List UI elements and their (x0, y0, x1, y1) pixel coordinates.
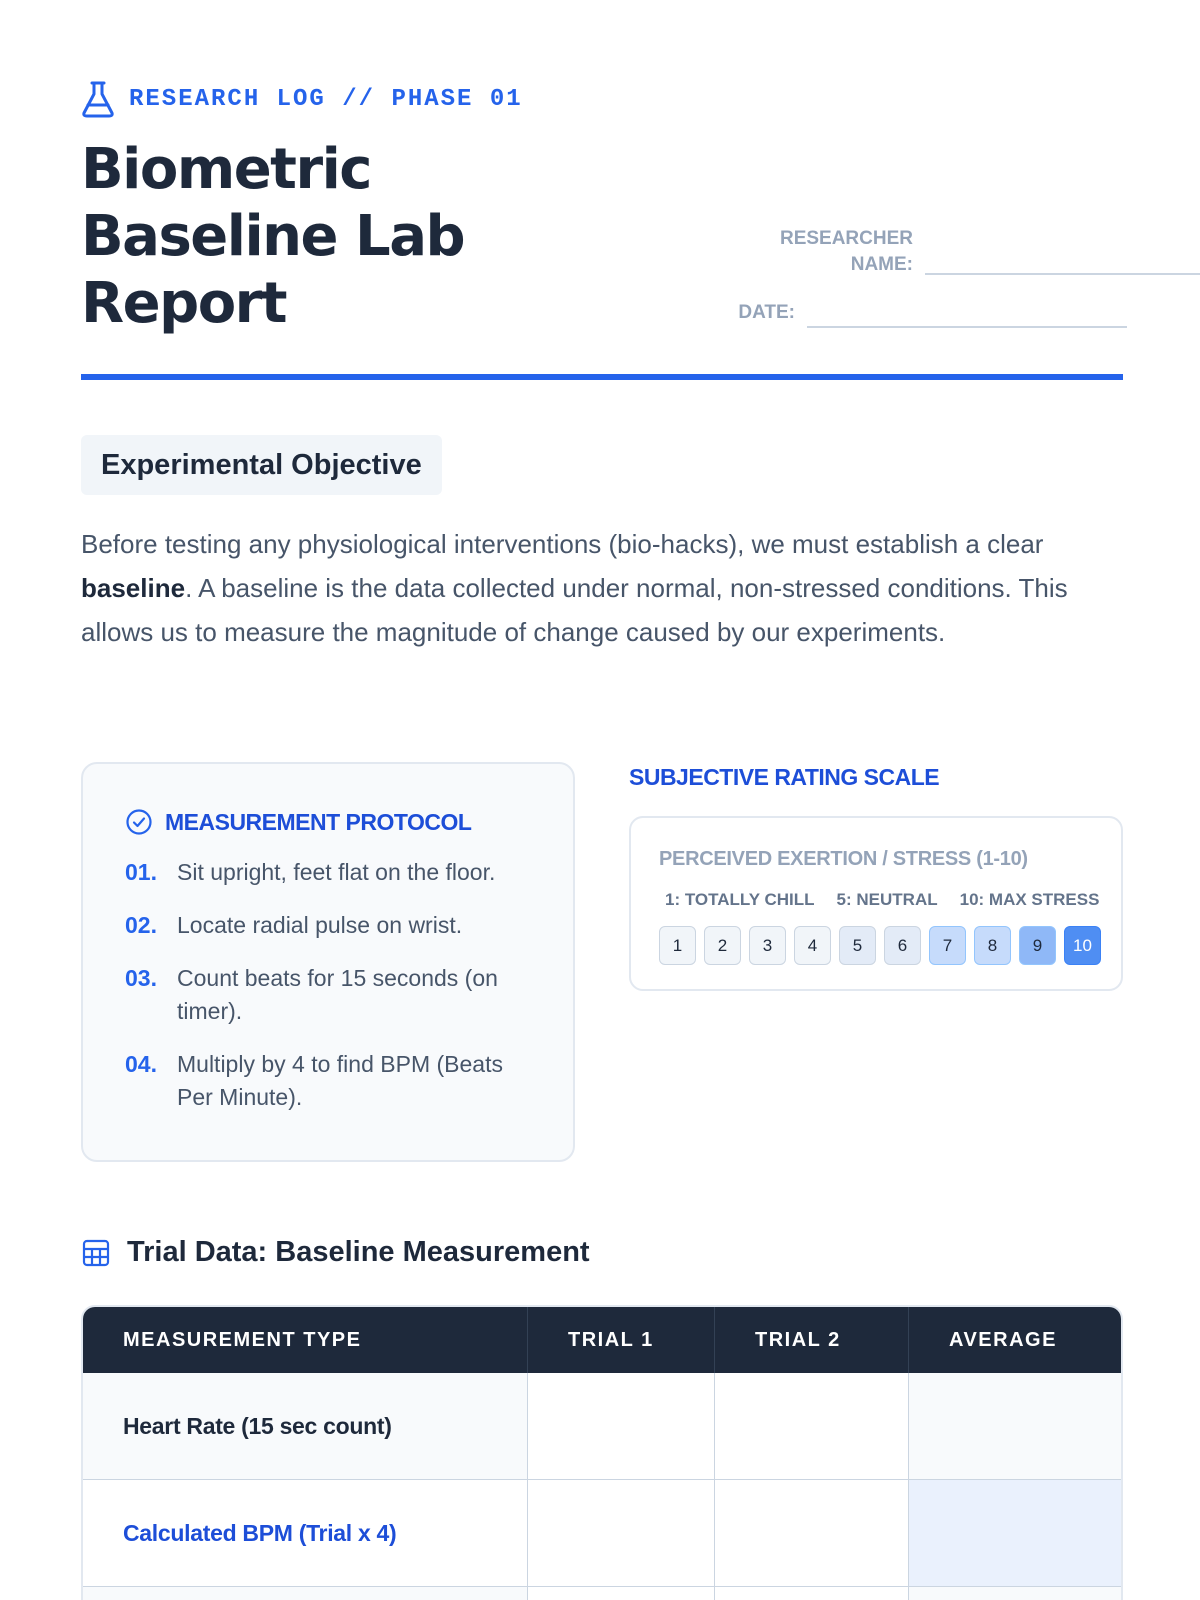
date-label: DATE: (738, 302, 795, 323)
header-divider (81, 374, 1123, 380)
protocol-title: MEASUREMENT PROTOCOL (165, 808, 472, 835)
legend-mid: 5: NEUTRAL (836, 890, 938, 909)
trial-1-cell[interactable] (528, 1373, 715, 1479)
report-eyebrow (81, 80, 523, 118)
trial-data-title: Trial Data: Baseline Measurement (127, 1236, 590, 1268)
trial-2-cell[interactable] (715, 1480, 909, 1586)
protocol-step: 04. Multiply by 4 to find BPM (Beats Per Minute). (125, 1051, 503, 1110)
rating-option-5[interactable]: 5 (839, 926, 876, 965)
rating-option-1[interactable]: 1 (659, 926, 696, 965)
protocol-step: 02. Locate radial pulse on wrist. (125, 912, 463, 938)
rating-scale-title: SUBJECTIVE RATING SCALE (629, 764, 940, 790)
researcher-name-field[interactable] (641, 226, 1200, 278)
average-cell[interactable] (909, 1373, 1121, 1479)
trial-1-cell[interactable] (528, 1587, 715, 1600)
average-cell[interactable] (909, 1587, 1121, 1600)
measurement-protocol-card (81, 762, 575, 1162)
date-input-line[interactable] (807, 326, 1127, 328)
trial-2-cell[interactable] (715, 1587, 909, 1600)
rating-scale-subtitle: PERCEIVED EXERTION / STRESS (1-10) (659, 848, 1028, 870)
protocol-header (125, 808, 471, 836)
row-label-cell (83, 1587, 528, 1600)
page-title: Biometric Baseline Lab Report (81, 137, 465, 336)
trial-2-cell[interactable] (715, 1373, 909, 1479)
date-field[interactable] (641, 300, 1127, 326)
trial-data-table (81, 1305, 1123, 1600)
rating-option-9[interactable]: 9 (1019, 926, 1056, 965)
rating-scale-card (629, 816, 1123, 991)
row-label-cell (83, 1373, 528, 1479)
column-header-trial-2: TRIAL 2 (715, 1307, 909, 1373)
average-cell[interactable] (909, 1480, 1121, 1586)
column-header-average: AVERAGE (949, 1328, 1057, 1351)
protocol-step: 03. Count beats for 15 seconds (on timer). (125, 965, 498, 1024)
row-label-cell (83, 1480, 528, 1586)
table-icon (81, 1238, 111, 1268)
rating-option-4[interactable]: 4 (794, 926, 831, 965)
legend-high: 10: MAX STRESS (959, 890, 1100, 909)
legend-low: 1: TOTALLY CHILL (665, 890, 815, 909)
rating-option-3[interactable]: 3 (749, 926, 786, 965)
trial-data-header (81, 1236, 590, 1269)
table-header-row (83, 1307, 1121, 1373)
rating-option-6[interactable]: 6 (884, 926, 921, 965)
researcher-name-label: RESEARCHER NAME: (779, 228, 913, 275)
protocol-steps (125, 856, 545, 1134)
rating-option-2[interactable]: 2 (704, 926, 741, 965)
baseline-term: baseline (81, 573, 186, 603)
rating-option-8[interactable]: 8 (974, 926, 1011, 965)
rating-option-10[interactable]: 10 (1064, 926, 1101, 965)
flask-icon (81, 80, 115, 118)
rating-scale-options (659, 926, 1101, 965)
rating-scale-legend (665, 890, 1099, 910)
objective-paragraph: Before testing any physiological interventions (bio-hacks), we must establish a clear baseline. A baseline is the data collected under normal, non-stressed conditions. This allows us to measure the magnitude of change caused by our experiments. (81, 529, 1068, 647)
column-header-trial-1: TRIAL 1 (528, 1307, 715, 1373)
rating-option-7[interactable]: 7 (929, 926, 966, 965)
protocol-step: 01. Sit upright, feet flat on the floor. (125, 859, 496, 885)
check-circle-icon (125, 808, 153, 836)
trial-1-cell[interactable] (528, 1480, 715, 1586)
table-row (83, 1373, 1121, 1480)
objective-heading: Experimental Objective (81, 435, 442, 495)
eyebrow-text: RESEARCH LOG // PHASE 01 (129, 85, 523, 113)
researcher-name-input-line[interactable] (925, 273, 1200, 275)
row-label: Calculated BPM (Trial x 4) (123, 1519, 397, 1546)
table-row (83, 1480, 1121, 1587)
column-header-measurement-type: MEASUREMENT TYPE (83, 1307, 528, 1373)
table-row (83, 1587, 1121, 1600)
row-label: Heart Rate (15 sec count) (123, 1412, 392, 1439)
